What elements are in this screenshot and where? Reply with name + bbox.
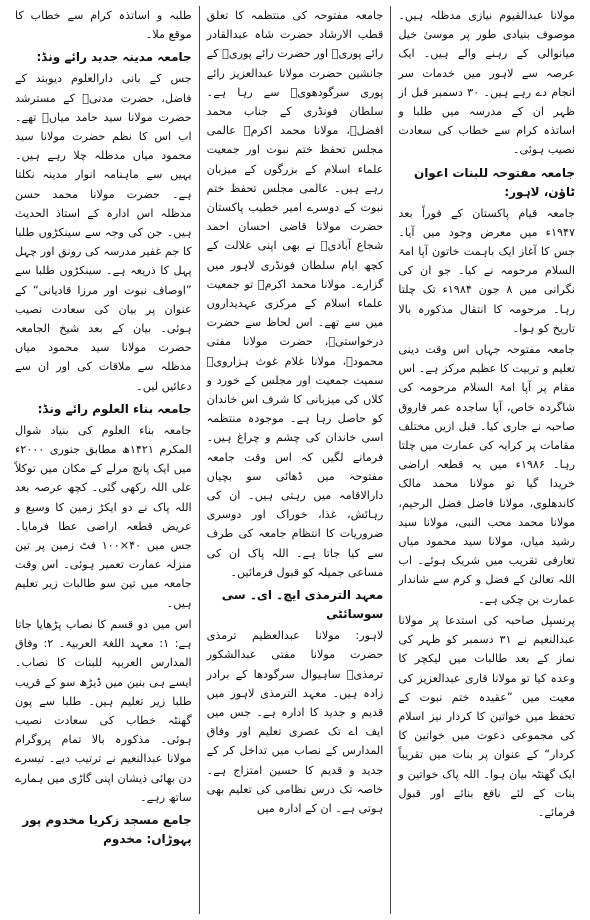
section-heading: جامع مسجد زکریا مخدوم پور پہوڑاں: مخدوم <box>22 812 192 846</box>
paragraph: لاہور: مولانا عبدالعظیم ترمذی حضرت مولانا مفتی عبدالشکور ترمذیؒ ساہیوال سرگودھا کے برادر زادہ ہیں۔ معہد الترمذی لاہور میں قدیم و جدید کا ادارہ ہے۔ جس میں ایف اے تک عصری تعلیم اور وفاق المدارس کے نصاب میں تداخل کر کے جدید و قدیم کا حسین امتزاج ہے۔ خاصہ تک درس نظامی کی تعلیم بھی ہوتی ہے۔ ان کے ادارہ میں <box>206 629 384 815</box>
column-middle <box>200 6 392 914</box>
paragraph: جامعہ قیام پاکستان کے فوراً بعد ۱۹۴۷ء میں معرض وجود میں آیا۔ جس کا آغاز ایک باہمت خاتون آپا امۃ السلام مرحومہ نے کیا۔ جو ان کی نگرانی میں ۸ جون ۱۹۸۴ء تک چلتا رہا۔ مرحومہ کا انتقال مذکورہ بالا تاریخ کو ہوا۔ <box>398 206 575 335</box>
section-heading: جامعہ مفتوحہ للبنات اعوان ٹاؤن، لاہور: <box>413 165 575 199</box>
column-left <box>8 6 200 914</box>
paragraph: جامعہ مفتوحہ کی منتظمہ کا تعلق قطب الارشاد حضرت شاہ عبدالقادر رائے پوریؒ اور حضرت رائے پوریؒ کے جانشین حضرت مولانا عبدالعزیز رائے پوری سرگودھویؒ سے رہا ہے۔ سلطان فونڈری کے جناب محمد افضلؒ، مولانا محمد اکرمؒ عالمی مجلس تحفظ ختم نبوت اور جمعیت علماء اسلام کے بزرگوں کے میزبان رہے ہیں۔ عالمی مجلس تحفظ ختم نبوت کے دوسرے امیر خطیب پاکستان حضرت مولانا قاضی احسان احمد شجاع آبادیؒ نے بھی اپنی علالت کے کچھ ایام سلطان فونڈری لاہور میں گزارے۔ مولانا محمد اکرمؒ تو جمعیت علماء اسلام کے مرکزی عہدیداروں میں سے تھے۔ اس لحاظ سے حضرت درخواستیؒ، حضرت مولانا مفتی محمودؒ، مولانا غلام غوث ہزارویؒ سمیت جمعیت اور مجلس کے خورد و کلاں کی میزبانی کا شرف اس خاندان کو حاصل رہا ہے۔ موجودہ منتظمہ اسی خاندان کی چشم و چراغ ہیں۔ فرمانے لگیں کہ اس وقت جامعہ مفتوحہ میں ڈھائی سو بچیاں دارالاقامہ میں رہتی ہیں۔ ان کی رہائش، غذا، خوراک اور دوسری ضروریات کا انتظام جامعہ کی طرف سے کیا جاتا ہے۔ اللہ پاک ان کی مساعی جمیلہ کو قبول فرمائیں۔ <box>206 9 384 579</box>
paragraph: جامعہ مفتوحہ جہاں اس وقت دینی تعلیم و تربیت کا عظیم مرکز ہے۔ اس مقام پر آپا امۃ السلام مرحومہ کی شاگردہ خاص، آپا ساجدہ عمر فاروق صاحبہ نے جاری کیا۔ قبل ازیں مختلف مقامات پر کرایہ کی عمارت میں چلتا رہا۔ ۱۹۸۶ء میں یہ قطعہ اراضی خریدا گیا تو مولانا محمد مالک کاندھلوی، مولانا فاضل فضل الرحیم، مولانا محمد محب النبی، مولانا سید رشید میاں، مولانا سید محمود میاں تعارفی تقریب میں شریک ہوئے۔ اب اللہ تعالیٰ کے فضل و کرم سے شاندار عمارت بن چکی ہے۔ <box>398 343 575 606</box>
paragraph: پرنسپل صاحبہ کی استدعا پر مولانا عبدالنعیم نے ۳۱ دسمبر کو ظہر کی نماز کے بعد طالبات میں لیکچر کا وعدہ کیا تو مولانا قاری عبدالعزیز کی معیت میں ”عقیدہ ختم نبوت کے تحفظ میں خواتین کا کردار نیز اسلام کی مجموعی دعوت میں خواتین کا کردار“ کے عنوان پر بنات میں تقریباً ایک گھنٹہ بیان ہوا۔ اللہ پاک خواتین و بنات کے لئے نافع بنائے اور قبول فرمائے۔ <box>398 613 575 819</box>
paragraph: طلبہ و اساتذہ کرام سے خطاب کا موقع ملا۔ <box>14 9 192 42</box>
section-heading: جامعہ بناء العلوم رائے ونڈ: <box>37 401 192 416</box>
section-heading: معہد الترمذی ایچ۔ ای۔ سی سوسائٹی <box>221 588 384 622</box>
column-right <box>391 6 582 914</box>
section-heading: جامعہ مدینہ جدید رائے ونڈ: <box>36 50 192 65</box>
paragraph: جس کے بانی دارالعلوم دیوبند کے فاضل، حضرت مدنیؒ کے مسترشد حضرت مولانا سید حامد میاںؒ تھے۔ اب اس کا نظم حضرت مولانا سید محمود میاں مدظلہ چلا رہے ہیں۔ یہیں سے ماہنامہ انوار مدینہ نکلتا ہے۔ حضرت مولانا محمد حسن مدظلہ اس ادارہ کے استاذ الحدیث ہیں۔ جن کی وجہ سے سینکڑوں طلبا کا جم غفیر مدرسہ کی رونق اور چہل پہل کا ذریعہ ہے۔ سینکڑوں طلبا سے ”اوصاف نبوت اور مرزا قادیانی“ کے عنوان پر بیان کی سعادت نصیب ہوئی۔ بیان کے بعد شیخ الجامعہ حضرت مولانا سید محمود میاں مدظلہ سے ملاقات کی اور ان سے دعائیں لیں۔ <box>14 72 192 393</box>
paragraph: اس میں دو قسم کا نصاب پڑھایا جاتا ہے: ۱: معہد اللغۃ العربیۃ۔ ۲: وفاق المدارس العربیہ للبنات کا نصاب۔ ایسے ہی بنین میں ڈیڑھ سو کے قریب طلبا زیر تعلیم ہیں۔ طلبا سے پون گھنٹہ خطاب کی سعادت نصیب ہوئی۔ مذکورہ بالا تمام پروگرام مولانا عبدالنعیم نے ترتیب دیے۔ تیسرے دن بھائی ذیشان اپنی گاڑی میں ہمارے ساتھ رہے۔ <box>14 617 192 804</box>
paragraph: مولانا عبدالقیوم نیازی مدظلہ ہیں۔ موصوف بنیادی طور پر موسیٰ خیل میانوالی کے رہنے والے ہیں۔ ایک عرصہ سے لاہور میں خدمات سر انجام دے رہے ہیں۔ ۳۰ دسمبر قبل از ظہر ان کے مدرسہ میں طلبا و اساتذہ کرام سے خطاب کی سعادت نصیب ہوئی۔ <box>398 9 576 157</box>
paragraph: جامعہ بناء العلوم کی بنیاد شوال المکرم ۱۴۲۱ھ مطابق جنوری ۲۰۰۰ء میں ایک پانچ مرلے کے مکان میں توکلاً علی اللہ رکھی گئی۔ کچھ عرصہ بعد اللہ پاک نے دو ایکڑ زمین کا وسیع و عریض قطعہ اراضی عطا فرمایا۔ جس میں ۴۰×۱۰۰ فٹ زمین پر تین منزلہ عمارت تعمیر ہوئی۔ اس وقت جامعہ میں تین سو طالبات زیر تعلیم ہیں۔ <box>14 423 192 610</box>
